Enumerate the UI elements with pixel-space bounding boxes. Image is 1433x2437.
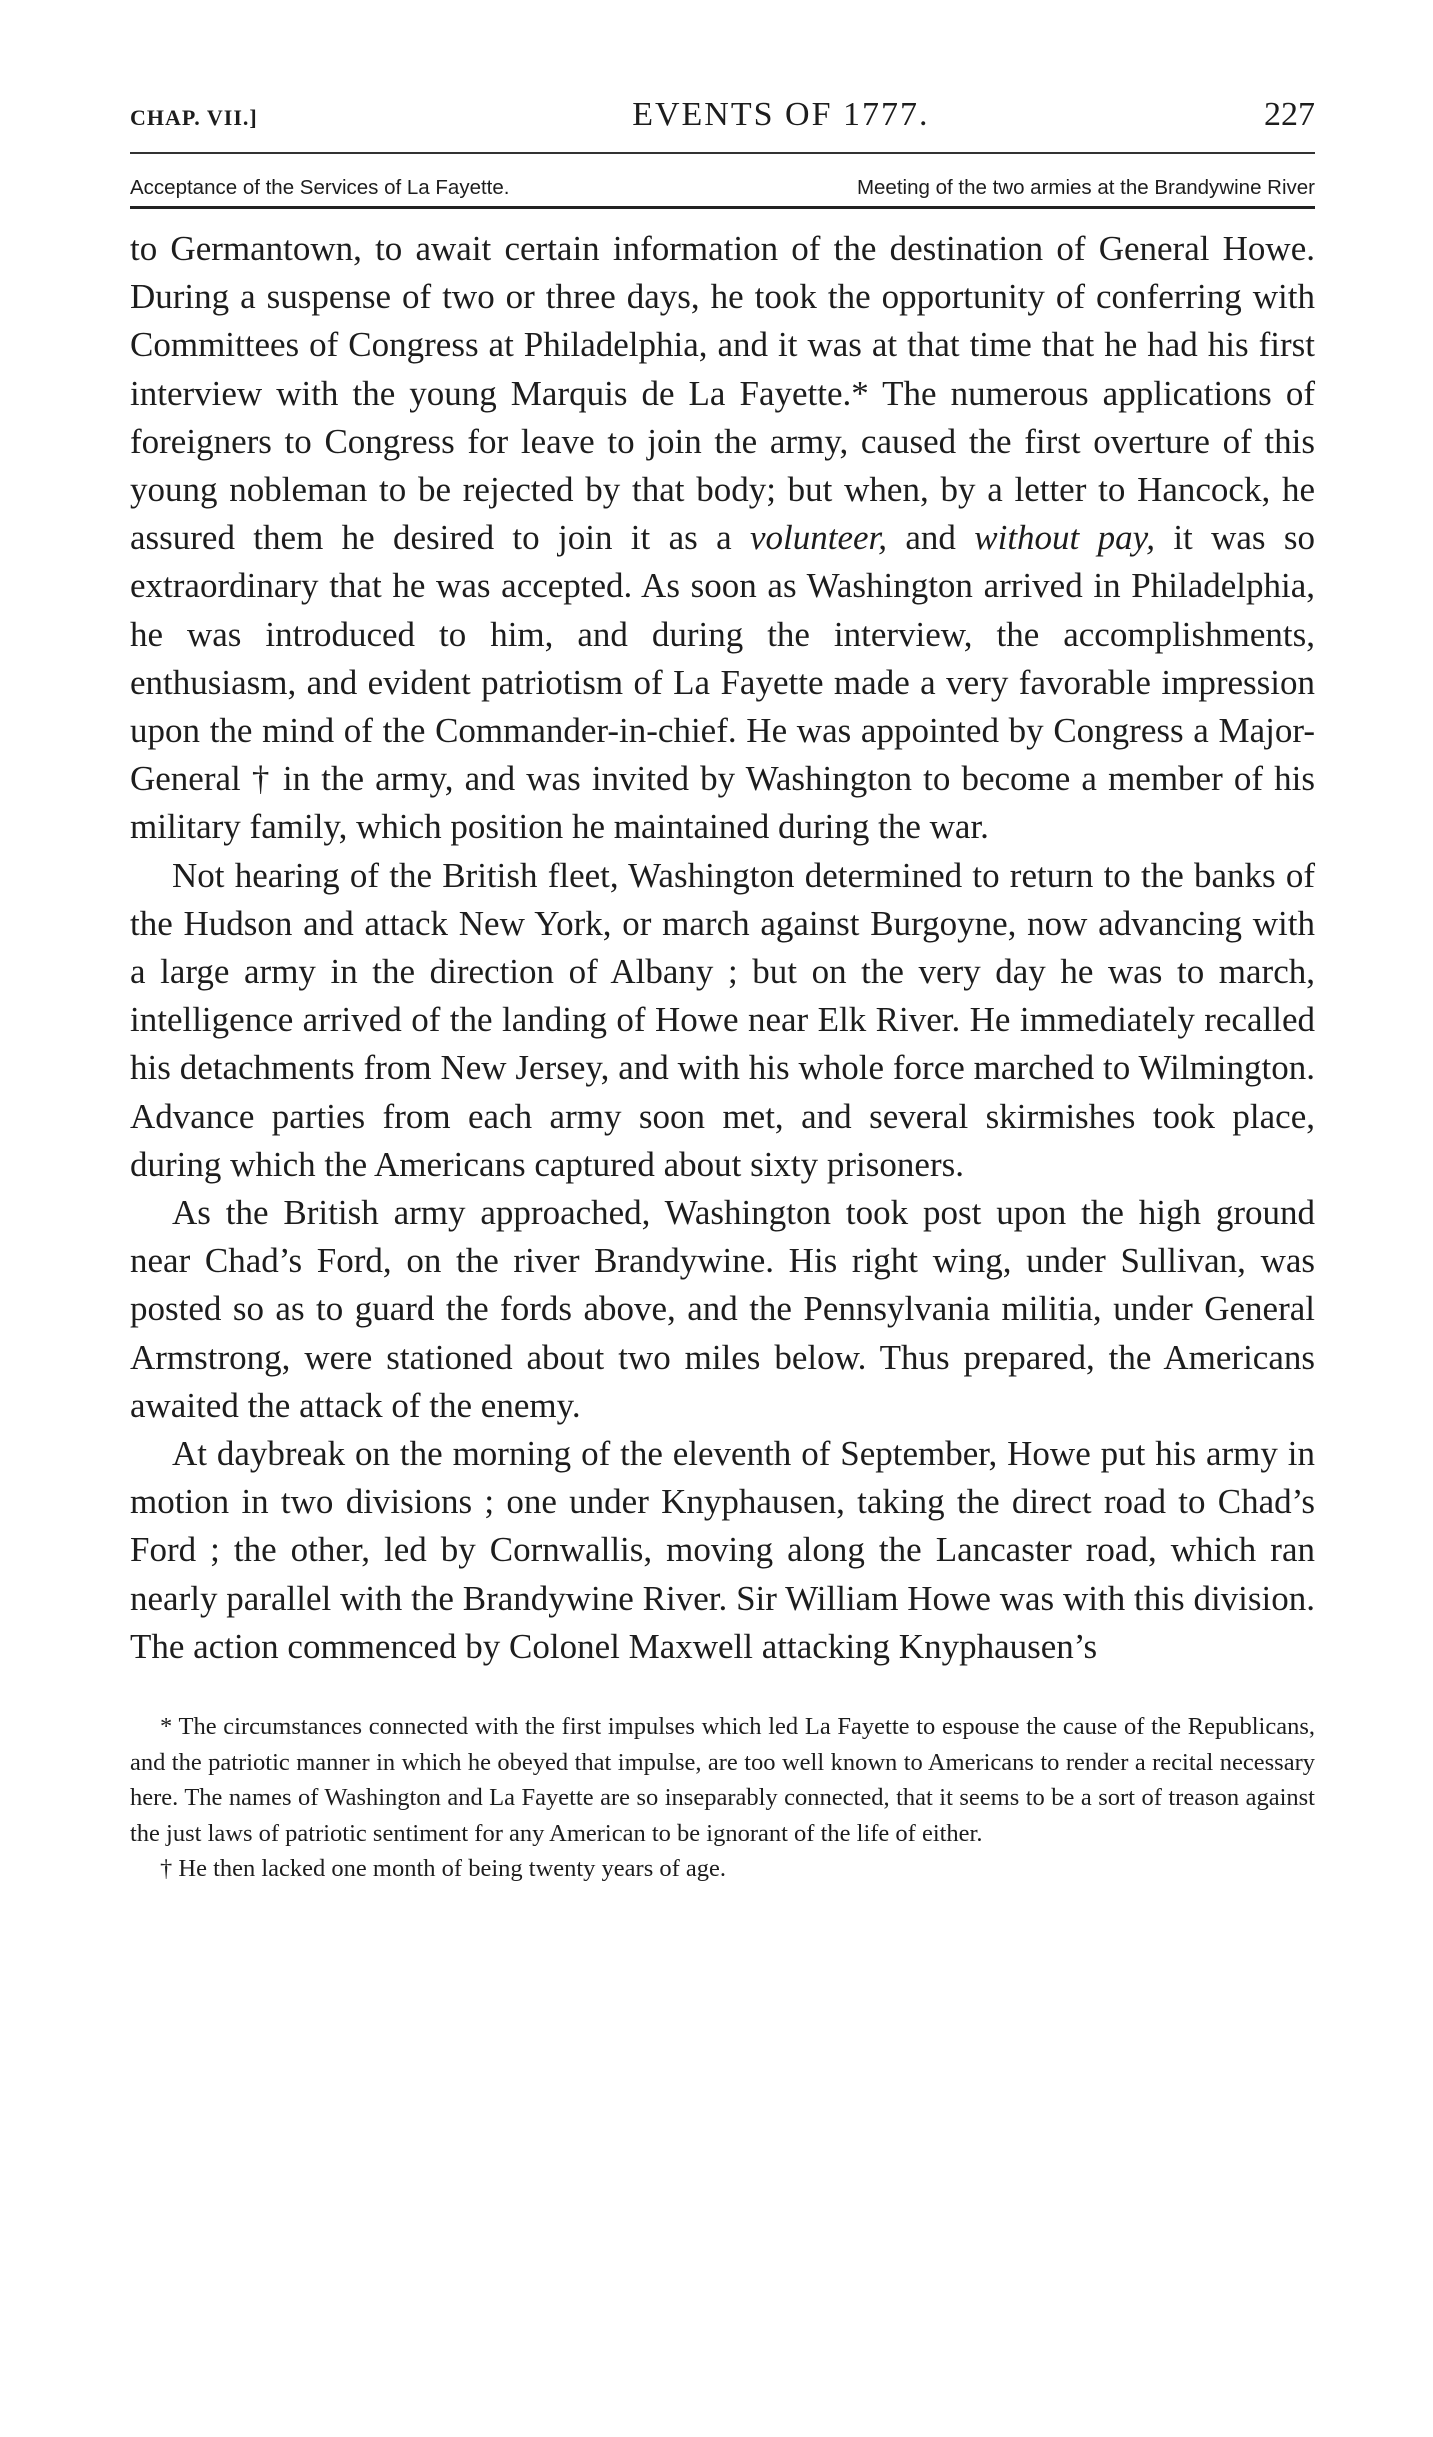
- paragraph-1-part-b: and: [887, 518, 975, 558]
- subject-headline: [130, 152, 1315, 209]
- right-subject: Meeting of the two armies at the Brandywine River: [856, 176, 1315, 199]
- book-page: [130, 96, 1315, 1887]
- page-title: EVENTS OF 1777.: [632, 96, 930, 133]
- body-text: [130, 225, 1315, 1671]
- left-subject: Acceptance of the Services of La Fayette.: [130, 176, 510, 199]
- footnote-star: * The circumstances connected with the first impulses which led La Fayette to espouse the cause of the Republicans, and the patriotic manner in which he obeyed that impulse, are too well known to Americans to render a recital necessary here. The names of Washington and La Fayette are so inseparably connected, that it seems to be a sort of treason against the just laws of patriotic sentiment for any American to be ignorant of the life of either.: [130, 1713, 1315, 1847]
- paragraph-2: Not hearing of the British fleet, Washington determined to return to the banks of the Hudson and attack New York, or march against Burgoyne, now advancing with a large army in the direction of Albany ; but on the very day he was to march, intelligence arrived of the landing of Howe near Elk River. He immediately recalled his detachments from New Jersey, and with his whole force marched to Wilmington. Advance parties from each army soon met, and several skirmishes took place, during which the Americans captured about sixty prisoners.: [130, 855, 1315, 1184]
- chapter-label: CHAP. VII.]: [130, 105, 258, 130]
- footnotes: [130, 1709, 1315, 1887]
- paragraph-3: As the British army approached, Washington took post upon the high ground near Chad’s Ford, on the river Brandywine. His right wing, under Sullivan, was posted so as to guard the fords above, and the Pennsylvania militia, under General Armstrong, were stationed about two miles below. Thus prepared, the Americans awaited the attack of the enemy.: [130, 1193, 1315, 1425]
- paragraph-1: [130, 225, 1315, 852]
- running-head: [130, 96, 1315, 142]
- emphasis-without-pay: without pay,: [974, 518, 1155, 558]
- footnote-dagger: † He then lacked one month of being twenty years of age.: [160, 1855, 727, 1883]
- page-number: 227: [1263, 96, 1315, 133]
- emphasis-volunteer: volunteer,: [749, 518, 888, 558]
- paragraph-1-part-c: it was so extraordinary that he was accepted. As soon as Washington arrived in Philadelphia, he was introduced to him, and during the interview, the accomplishments, enthusiasm, and evident patriotism of La Fayette made a very favorable impression upon the mind of the Commander-in-chief. He was appointed by Congress a Major-General † in the army, and was invited by Washington to become a member of his military family, which position he maintained during the war.: [130, 518, 1315, 847]
- paragraph-4: At daybreak on the morning of the eleventh of September, Howe put his army in motion in two divisions ; one under Knyphausen, taking the direct road to Chad’s Ford ; the other, led by Cornwallis, moving along the Lancaster road, which ran nearly parallel with the Brandywine River. Sir William Howe was with this division. The action commenced by Colonel Maxwell attacking Knyphausen’s: [130, 1434, 1315, 1666]
- paragraph-1-part-a: to Germantown, to await certain information of the destination of General Howe. During a suspense of two or three days, he took the opportunity of conferring with Committees of Congress at Philadelphia, and it was at that time that he had his first interview with the young Marquis de La Fayette.* The numerous applications of foreigners to Congress for leave to join the army, caused the first overture of this young nobleman to be rejected by that body; but when, by a letter to Hancock, he assured them he desired to join it as a: [130, 229, 1315, 558]
